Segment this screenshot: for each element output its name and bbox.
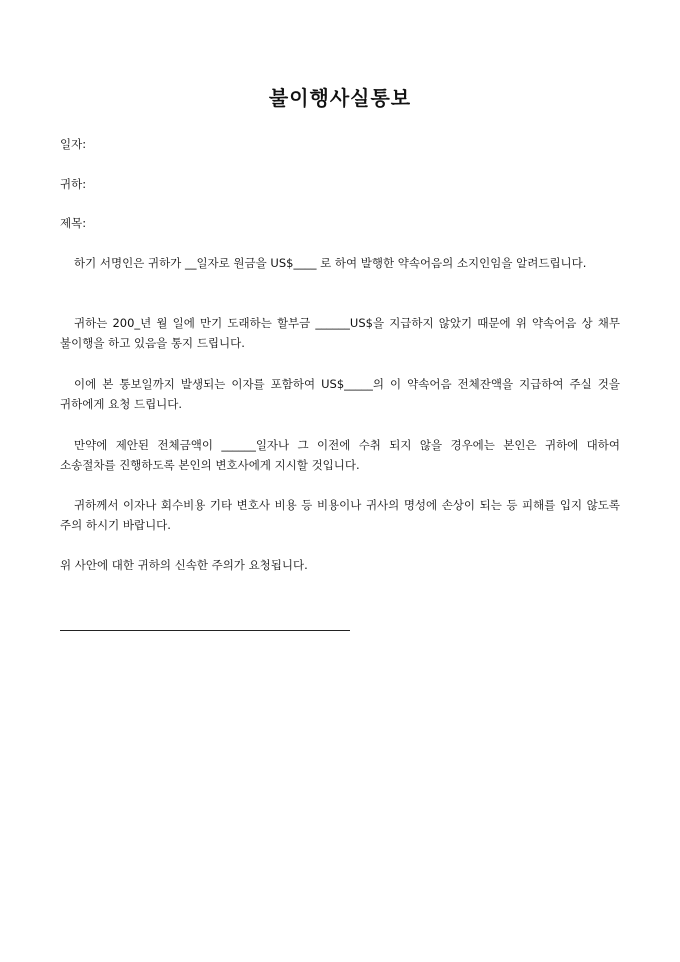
paragraph-notice-holder: 하기 서명인은 귀하가 __일자로 원금을 US$____ 로 하여 발행한 약속어음의 소지인임을 알려드립니다.: [74, 256, 587, 270]
paragraph-payment-request: 이에 본 통보일까지 발생되는 이자를 포함하여 US$_____의 이 약속어음 전체잔액을 지급하여 주실 것을 귀하에게 요청 드립니다.: [60, 377, 620, 411]
subject-field-label: 제목:: [60, 216, 87, 230]
date-field-label: 일자:: [60, 137, 87, 151]
document-title: 불이행사실통보: [268, 86, 412, 110]
signature-line: [60, 630, 350, 631]
recipient-field-label: 귀하:: [60, 177, 87, 191]
paragraph-legal-action: 만약에 제안된 전체금액이 ______일자나 그 이전에 수취 되지 않을 경우에는 본인은 귀하에 대하여 소송절차를 진행하도록 본인의 변호사에게 지시할 것입니다.: [60, 438, 620, 472]
paragraph-default-notice: 귀하는 200_년 월 일에 만기 도래하는 할부금 ______US$을 지급하지 않았기 때문에 위 약속어음 상 채무 불이행을 하고 있음을 통지 드립니다.: [60, 316, 620, 350]
paragraph-caution: 귀하께서 이자나 회수비용 기타 변호사 비용 등 비용이나 귀사의 명성에 손상이 되는 등 피해를 입지 않도록 주의 하시기 바랍니다.: [60, 498, 620, 532]
closing-sentence: 위 사안에 대한 귀하의 신속한 주의가 요청됩니다.: [60, 558, 308, 572]
